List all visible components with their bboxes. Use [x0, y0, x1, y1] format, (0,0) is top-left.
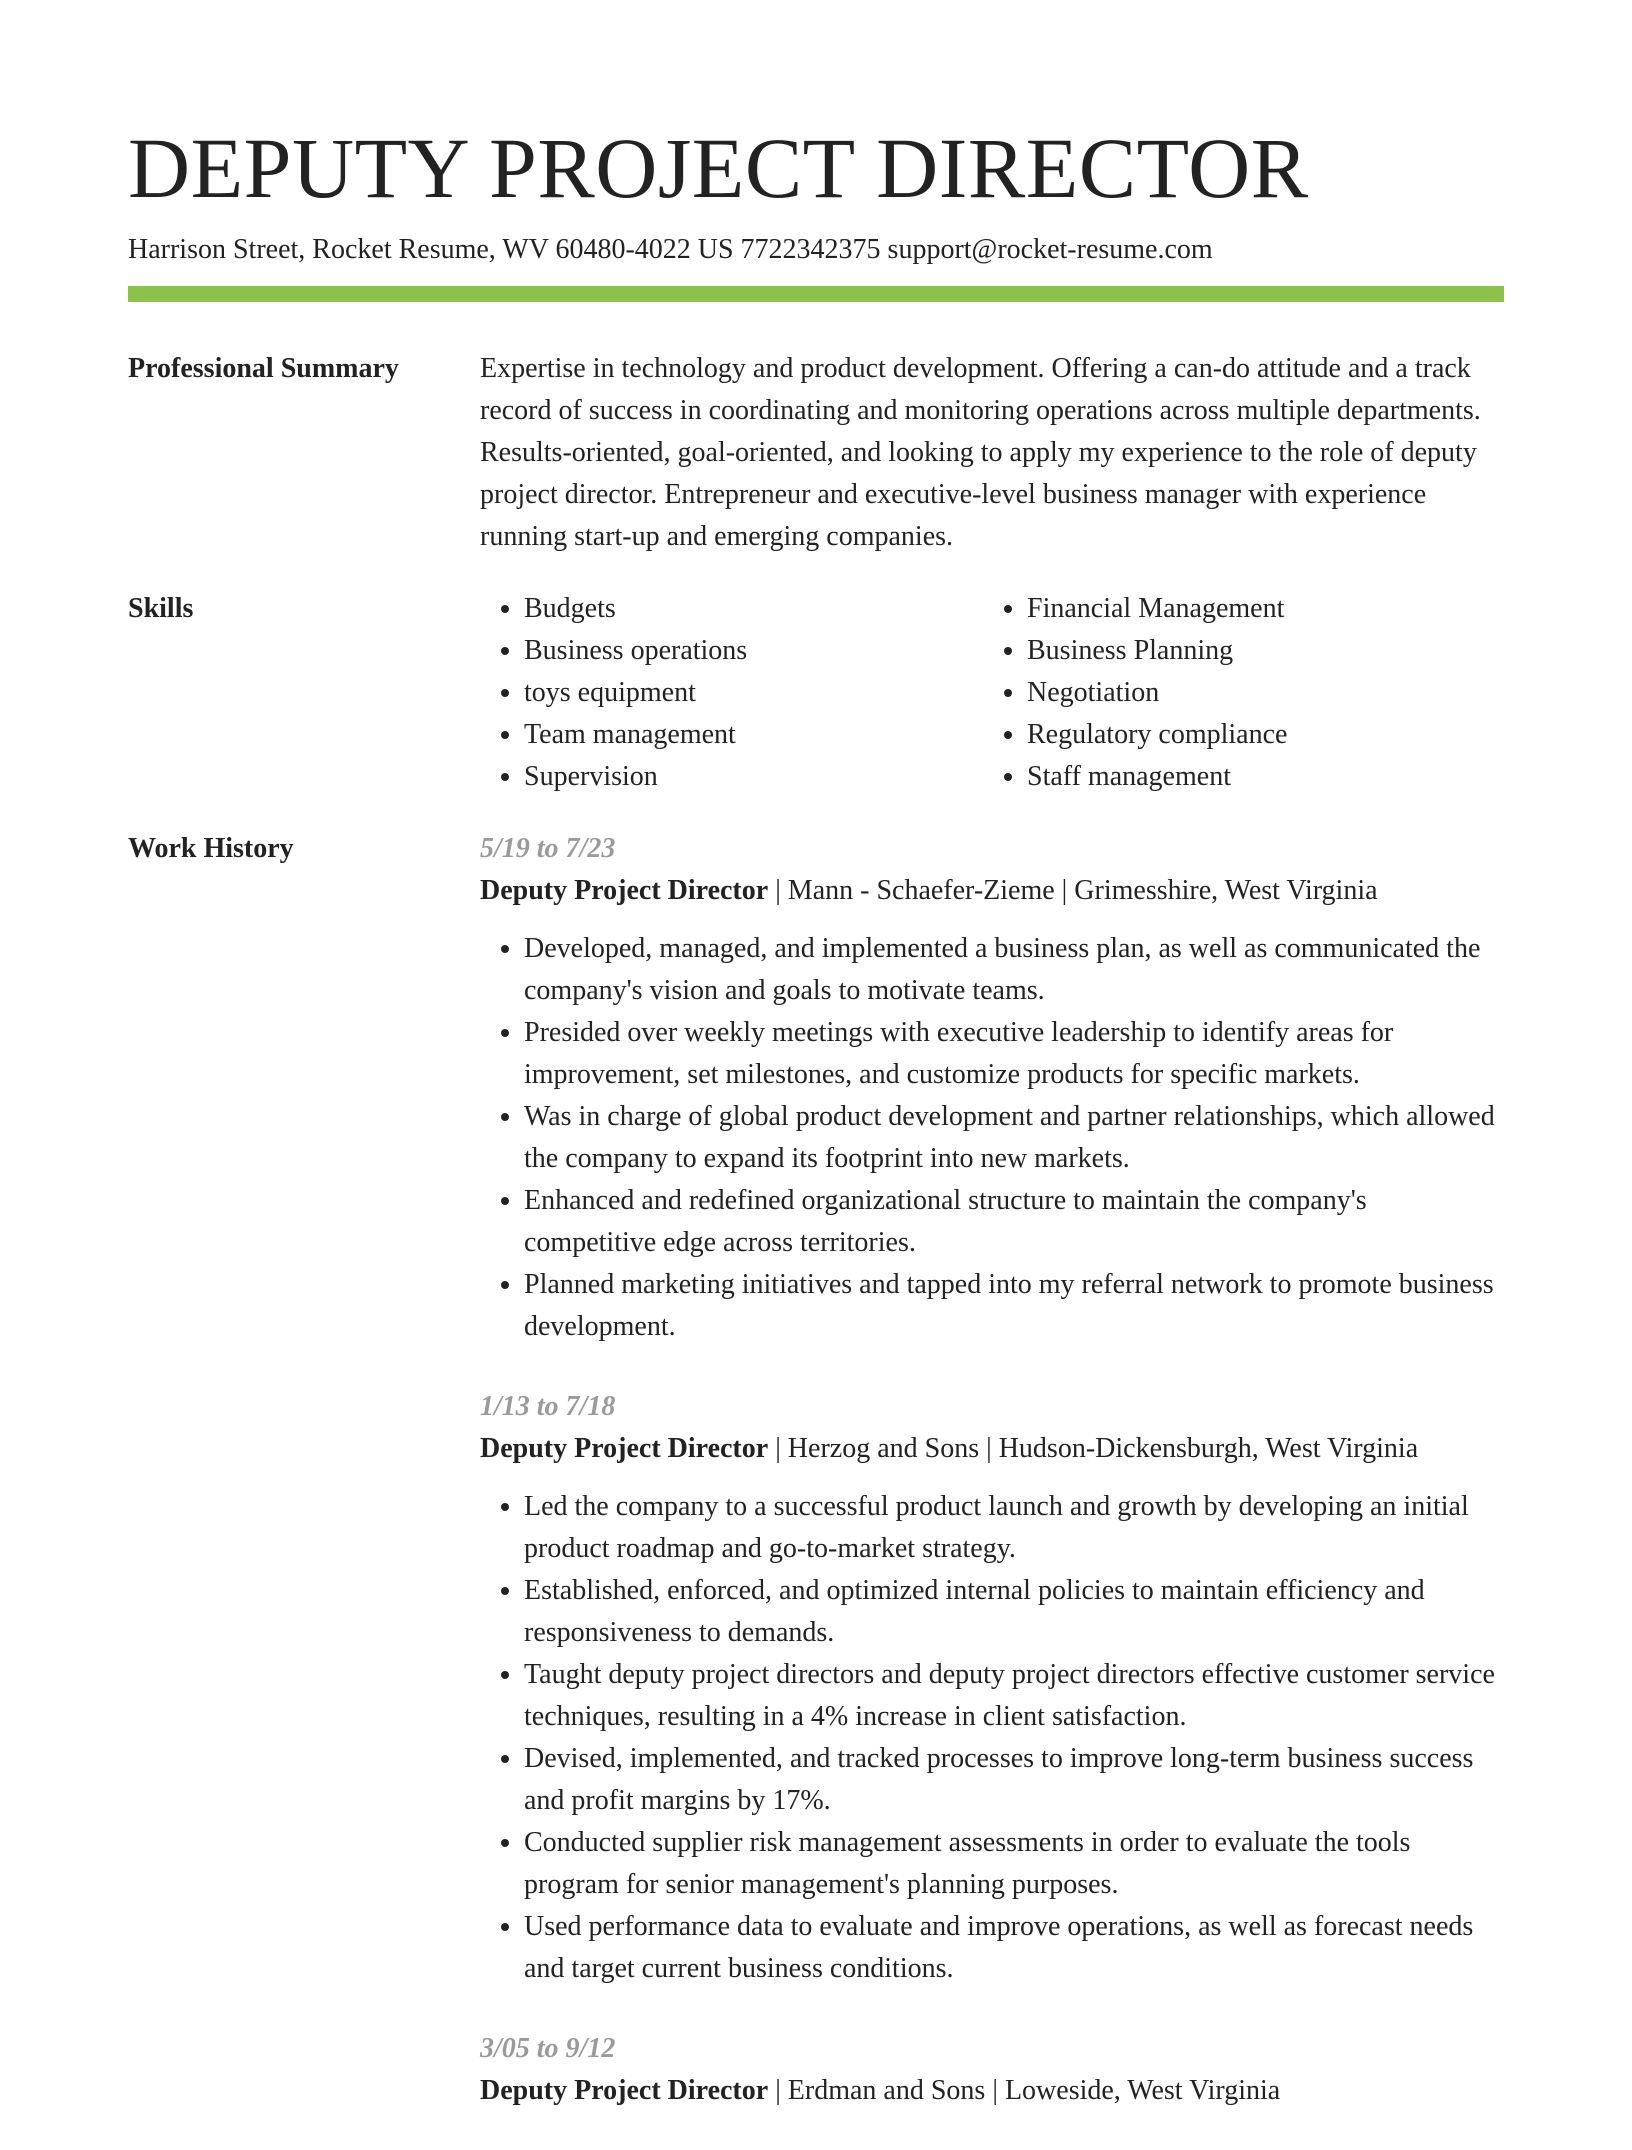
skill-item: • Team management [524, 714, 983, 756]
resume-title: DEPUTY PROJECT DIRECTOR [128, 120, 1309, 216]
job-bullets [480, 928, 1504, 1348]
job-bullet: • Developed, managed, and implemented a business plan, as well as communicated the company's vision and goals to motivate teams. [524, 928, 1504, 1012]
skill-item: • Negotiation [1027, 672, 1486, 714]
summary-heading: Professional Summary [128, 353, 399, 384]
skills-column-right [983, 588, 1486, 798]
job-company: Herzog and Sons [787, 1433, 980, 1464]
job-bullet: • Established, enforced, and optimized internal policies to maintain efficiency and responsiveness to demands. [524, 1570, 1504, 1654]
job-bullet: • Was in charge of global product development and partner relationships, which allowed the company to expand its footprint into new markets. [524, 1096, 1504, 1180]
job-location: Grimesshire, West Virginia [1074, 875, 1378, 906]
job-bullet: • Used performance data to evaluate and improve operations, as well as forecast needs and target current business conditions. [524, 1906, 1504, 1990]
skill-item: • Supervision [524, 756, 983, 798]
job-company: Erdman and Sons [787, 2075, 986, 2106]
job-dates: 1/13 to 7/18 [480, 1391, 616, 1422]
skill-item: • Business Planning [1027, 630, 1486, 672]
summary-text: Expertise in technology and product development. Offering a can-do attitude and a track record of success in coordinating and monitoring operations across multiple departments. Results-oriented, goal-oriented, and looking to apply my experience to the role of deputy project director. Entrepreneur and executive-level business manager with experience running start-up and emerging companies. [480, 353, 1481, 552]
job-company: Mann - Schaefer-Zieme [787, 875, 1055, 906]
skill-item: • Regulatory compliance [1027, 714, 1486, 756]
job-separator: | [768, 1433, 788, 1464]
job-bullet: • Taught deputy project directors and deputy project directors effective customer service techniques, resulting in a 4% increase in client satisfaction. [524, 1654, 1504, 1738]
job-bullet: • Presided over weekly meetings with executive leadership to identify areas for improvement, set milestones, and customize products for specific markets. [524, 1012, 1504, 1096]
job-separator: | [768, 2075, 788, 2106]
job-bullet: • Devised, implemented, and tracked processes to improve long-term business success and profit margins by 17%. [524, 1738, 1504, 1822]
job-bullet: • Led the company to a successful product launch and growth by developing an initial product roadmap and go-to-market strategy. [524, 1486, 1504, 1570]
job-title-line [480, 1428, 1504, 1470]
job-separator: | [985, 2075, 1005, 2106]
skill-item: • Staff management [1027, 756, 1486, 798]
skills-heading: Skills [128, 593, 194, 624]
job-location: Loweside, West Virginia [1004, 2075, 1281, 2106]
job-bullet: • Conducted supplier risk management assessments in order to evaluate the tools program for senior management's planning purposes. [524, 1822, 1504, 1906]
skills-list [480, 588, 1504, 798]
job-bullet: • Enhanced and redefined organizational structure to maintain the company's competitive edge across territories. [524, 1180, 1504, 1264]
work-history-heading: Work History [128, 833, 294, 864]
job-title: Deputy Project Director [480, 1433, 769, 1464]
job-title: Deputy Project Director [480, 2075, 769, 2106]
job-separator: | [979, 1433, 999, 1464]
skill-item: • Business operations [524, 630, 983, 672]
job-bullets [480, 1486, 1504, 1990]
skill-item: • Financial Management [1027, 588, 1486, 630]
job-bullet: • Planned marketing initiatives and tapped into my referral network to promote business development. [524, 1264, 1504, 1348]
job-entry [480, 828, 1504, 1348]
job-separator: | [1054, 875, 1075, 906]
job-location: Hudson-Dickensburgh, West Virginia [998, 1433, 1419, 1464]
job-entry [480, 1386, 1504, 1990]
job-title-line [480, 870, 1504, 912]
skill-item: • toys equipment [524, 672, 983, 714]
job-dates: 3/05 to 9/12 [480, 2033, 616, 2064]
header-divider [128, 286, 1504, 302]
job-title-line [480, 2070, 1504, 2112]
summary-section [480, 348, 1504, 558]
job-entry [480, 2028, 1504, 2112]
skill-item: • Budgets [524, 588, 983, 630]
job-title: Deputy Project Director [480, 875, 769, 906]
job-separator: | [768, 875, 788, 906]
job-dates: 5/19 to 7/23 [480, 833, 616, 864]
contact-info: Harrison Street, Rocket Resume, WV 60480-4022 US 7722342375 support@rocket-resume.com [128, 234, 1213, 265]
skills-column-left [480, 588, 983, 798]
work-history-section [480, 828, 1504, 2150]
